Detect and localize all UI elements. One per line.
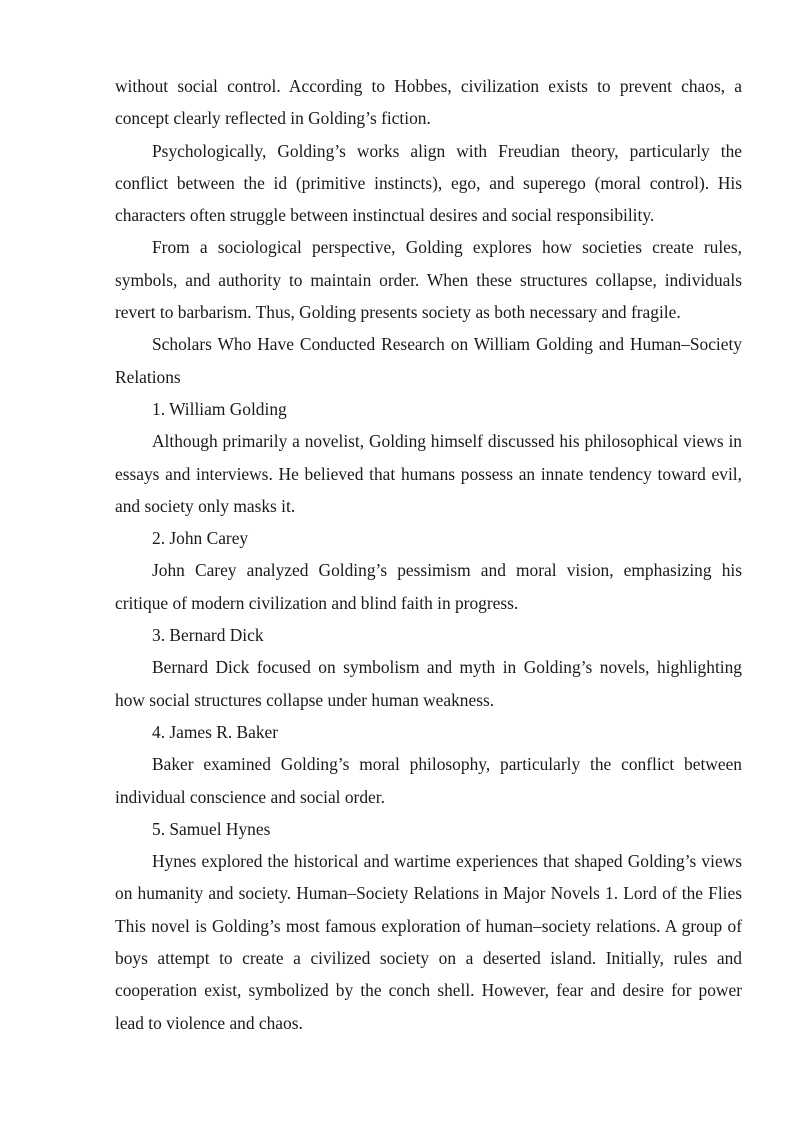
- scholar-heading-dick: 3. Bernard Dick: [152, 625, 264, 646]
- scholar-heading-baker: 4. James R. Baker: [152, 721, 279, 742]
- paragraph-golding-views: Although primarily a novelist, Golding himself discussed his philosophical views in essays and interviews. He believed that humans possess an innate tendency toward evil, and society only masks it.: [115, 431, 742, 516]
- scholar-heading-hynes: 5. Samuel Hynes: [152, 818, 271, 839]
- paragraph-sociological-perspective: From a sociological perspective, Golding explores how societies create rules, symbols, and authority to maintain order. When these structures collapse, individuals revert to barbarism. Thus, Golding presents society as both necessary and fragile.: [115, 237, 742, 323]
- paragraph-dick: Bernard Dick focused on symbolism and myth in Golding’s novels, highlighting how social structures collapse under human weakness.: [115, 657, 742, 710]
- scholar-heading-carey: 2. John Carey: [152, 528, 249, 549]
- document-page: [115, 70, 742, 1039]
- paragraph-carey: John Carey analyzed Golding’s pessimism and moral vision, emphasizing his critique of modern civilization and blind faith in progress.: [115, 560, 742, 613]
- section-heading-scholars: Scholars Who Have Conducted Research on William Golding and Human–Society Relations: [115, 334, 742, 387]
- scholar-heading-golding: 1. William Golding: [152, 398, 287, 419]
- paragraph-baker: Baker examined Golding’s moral philosophy, particularly the conflict between individual conscience and social order.: [115, 754, 742, 807]
- paragraph-hynes-lord-of-the-flies: Hynes explored the historical and wartime experiences that shaped Golding’s views on humanity and society. Human–Society Relations in Major Novels 1. Lord of the Flies This novel is Golding’s most famous exploration of human–society relations. A group of boys attempt to create a civilized society on a deserted island. Initially, rules and cooperation exist, symbolized by the conch shell. However, fear and desire for power lead to violence and chaos.: [115, 851, 742, 1033]
- paragraph-freudian-theory: Psychologically, Golding’s works align with Freudian theory, particularly the conflict between the id (primitive instincts), ego, and superego (moral control). His characters often struggle between instinctual desires and social responsibility.: [115, 140, 742, 226]
- paragraph-hobbes-civilization: without social control. According to Hobbes, civilization exists to prevent chaos, a concept clearly reflected in Golding’s fiction.: [115, 76, 742, 129]
